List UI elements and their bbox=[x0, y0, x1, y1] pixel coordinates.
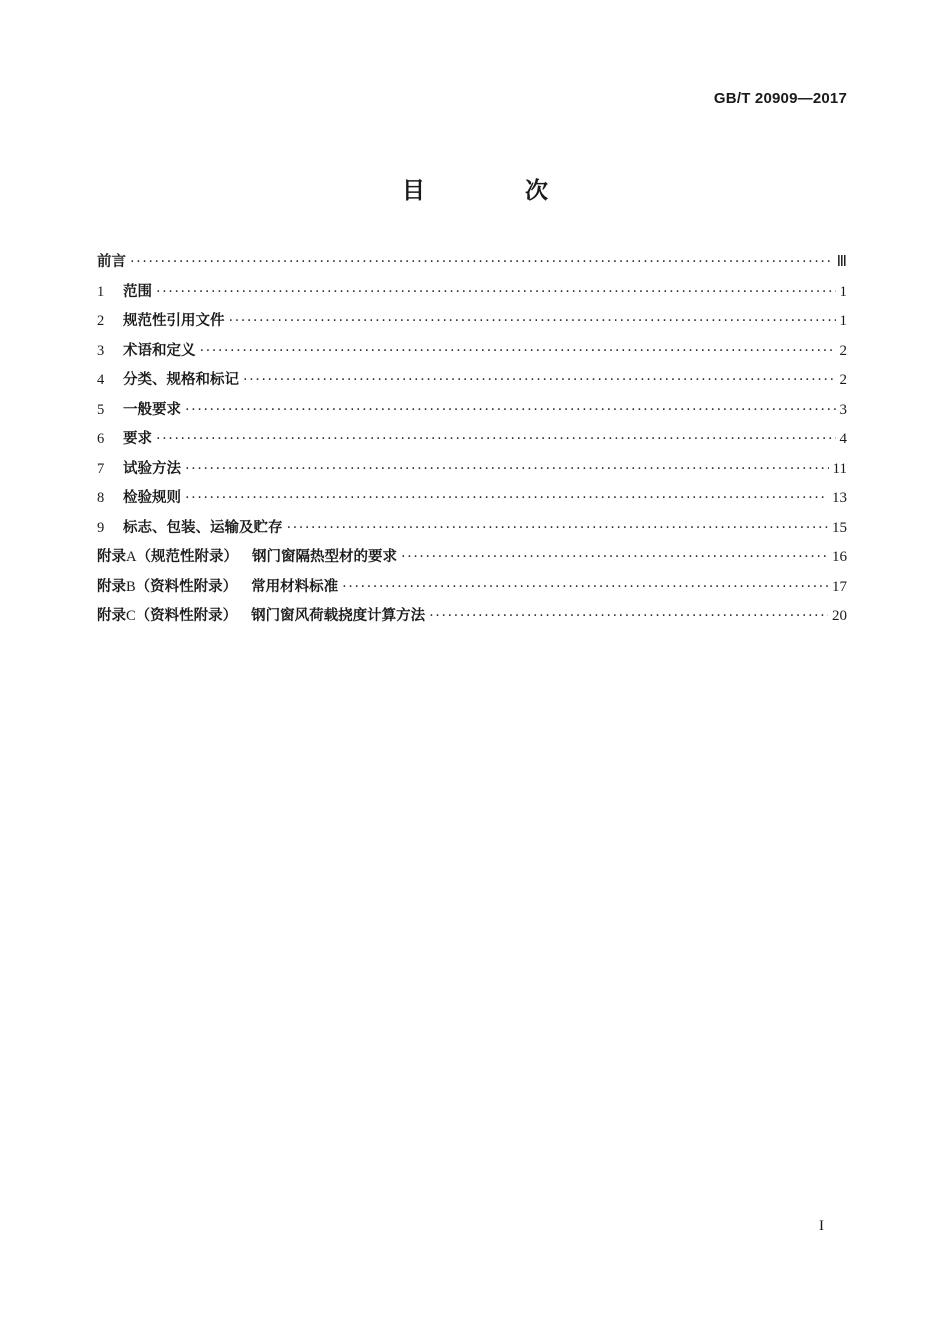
toc-leader-dots bbox=[200, 343, 836, 359]
table-of-contents bbox=[97, 250, 847, 634]
page-number: I bbox=[819, 1218, 824, 1234]
toc-entry-3[interactable] bbox=[97, 339, 847, 369]
toc-entry-label: 标志、包装、运输及贮存 bbox=[123, 519, 283, 536]
toc-leader-dots bbox=[342, 579, 828, 595]
annex-letter: A bbox=[126, 549, 137, 565]
page-title: 目 次 bbox=[401, 178, 594, 204]
toc-entry-annex-a[interactable] bbox=[97, 545, 847, 575]
annex-letter: C bbox=[126, 608, 136, 624]
toc-entry-annex-c[interactable] bbox=[97, 604, 847, 634]
toc-entry-page: 17 bbox=[832, 578, 847, 595]
annex-kind: （资料性附录） bbox=[135, 608, 238, 624]
toc-leader-dots bbox=[287, 520, 829, 536]
toc-leader-dots bbox=[185, 402, 836, 418]
annex-kind: （规范性附录） bbox=[136, 549, 238, 565]
annex-prefix: 附录 bbox=[97, 578, 126, 595]
toc-entry-label: 一般要求 bbox=[123, 401, 181, 418]
toc-entry-page: 2 bbox=[839, 372, 847, 388]
toc-entry-number: 6 bbox=[97, 431, 105, 447]
toc-entry-label: 分类、规格和标记 bbox=[123, 372, 239, 388]
toc-entry-page: Ⅲ bbox=[836, 254, 847, 270]
toc-leader-dots bbox=[401, 549, 828, 565]
annex-kind: （资料性附录） bbox=[135, 578, 238, 595]
toc-leader-dots bbox=[229, 313, 836, 329]
toc-entry-5[interactable] bbox=[97, 398, 847, 428]
toc-entry-label: 前言 bbox=[97, 254, 126, 270]
toc-entry-page: 13 bbox=[832, 490, 847, 506]
toc-leader-dots bbox=[130, 254, 833, 270]
toc-entry-label: 钢门窗隔热型材的要求 bbox=[251, 549, 397, 565]
toc-entry-label: 检验规则 bbox=[123, 490, 181, 506]
toc-entry-number: 3 bbox=[97, 342, 105, 359]
toc-entry-label: 范围 bbox=[123, 283, 152, 300]
toc-entry-number: 1 bbox=[97, 283, 105, 300]
toc-entry-label: 要求 bbox=[123, 431, 152, 447]
toc-leader-dots bbox=[156, 431, 836, 447]
toc-entry-9[interactable] bbox=[97, 516, 847, 546]
toc-entry-annex-b[interactable] bbox=[97, 575, 847, 605]
toc-entry-page: 1 bbox=[839, 283, 847, 300]
toc-leader-dots bbox=[429, 608, 828, 624]
toc-entry-label: 规范性引用文件 bbox=[123, 313, 225, 329]
annex-prefix: 附录 bbox=[97, 608, 126, 624]
toc-entry-number: 8 bbox=[97, 490, 105, 506]
toc-entry-page: 11 bbox=[832, 460, 847, 477]
toc-leader-dots bbox=[243, 372, 836, 388]
toc-entry-8[interactable] bbox=[97, 486, 847, 516]
toc-leader-dots bbox=[185, 490, 828, 506]
toc-entry-label: 试验方法 bbox=[123, 460, 181, 477]
toc-entry-page: 3 bbox=[839, 401, 847, 418]
annex-letter: B bbox=[126, 578, 136, 595]
toc-entry-label: 钢门窗风荷载挠度计算方法 bbox=[251, 608, 426, 624]
annex-prefix: 附录 bbox=[97, 549, 126, 565]
toc-entry-page: 15 bbox=[832, 519, 847, 536]
toc-entry-page: 1 bbox=[839, 313, 847, 329]
toc-entry-number: 9 bbox=[97, 519, 105, 536]
toc-entry-number: 5 bbox=[97, 401, 105, 418]
toc-entry-label: 常用材料标准 bbox=[251, 578, 339, 595]
toc-entry-6[interactable] bbox=[97, 427, 847, 457]
toc-entry-1[interactable] bbox=[97, 280, 847, 310]
toc-leader-dots bbox=[156, 284, 836, 300]
toc-entry-4[interactable] bbox=[97, 368, 847, 398]
toc-entry-number: 7 bbox=[97, 460, 105, 477]
toc-entry-page: 2 bbox=[839, 342, 847, 359]
toc-entry-page: 20 bbox=[832, 608, 847, 624]
toc-entry-7[interactable] bbox=[97, 457, 847, 487]
document-code: GB/T 20909—2017 bbox=[713, 90, 847, 107]
toc-entry-2[interactable] bbox=[97, 309, 847, 339]
toc-entry-page: 4 bbox=[839, 431, 847, 447]
toc-entry-page: 16 bbox=[832, 549, 847, 565]
toc-entry-number: 4 bbox=[97, 372, 105, 388]
toc-entry-label: 术语和定义 bbox=[123, 342, 196, 359]
toc-leader-dots bbox=[185, 461, 829, 477]
toc-entry-number: 2 bbox=[97, 313, 105, 329]
toc-entry-foreword[interactable] bbox=[97, 250, 847, 280]
